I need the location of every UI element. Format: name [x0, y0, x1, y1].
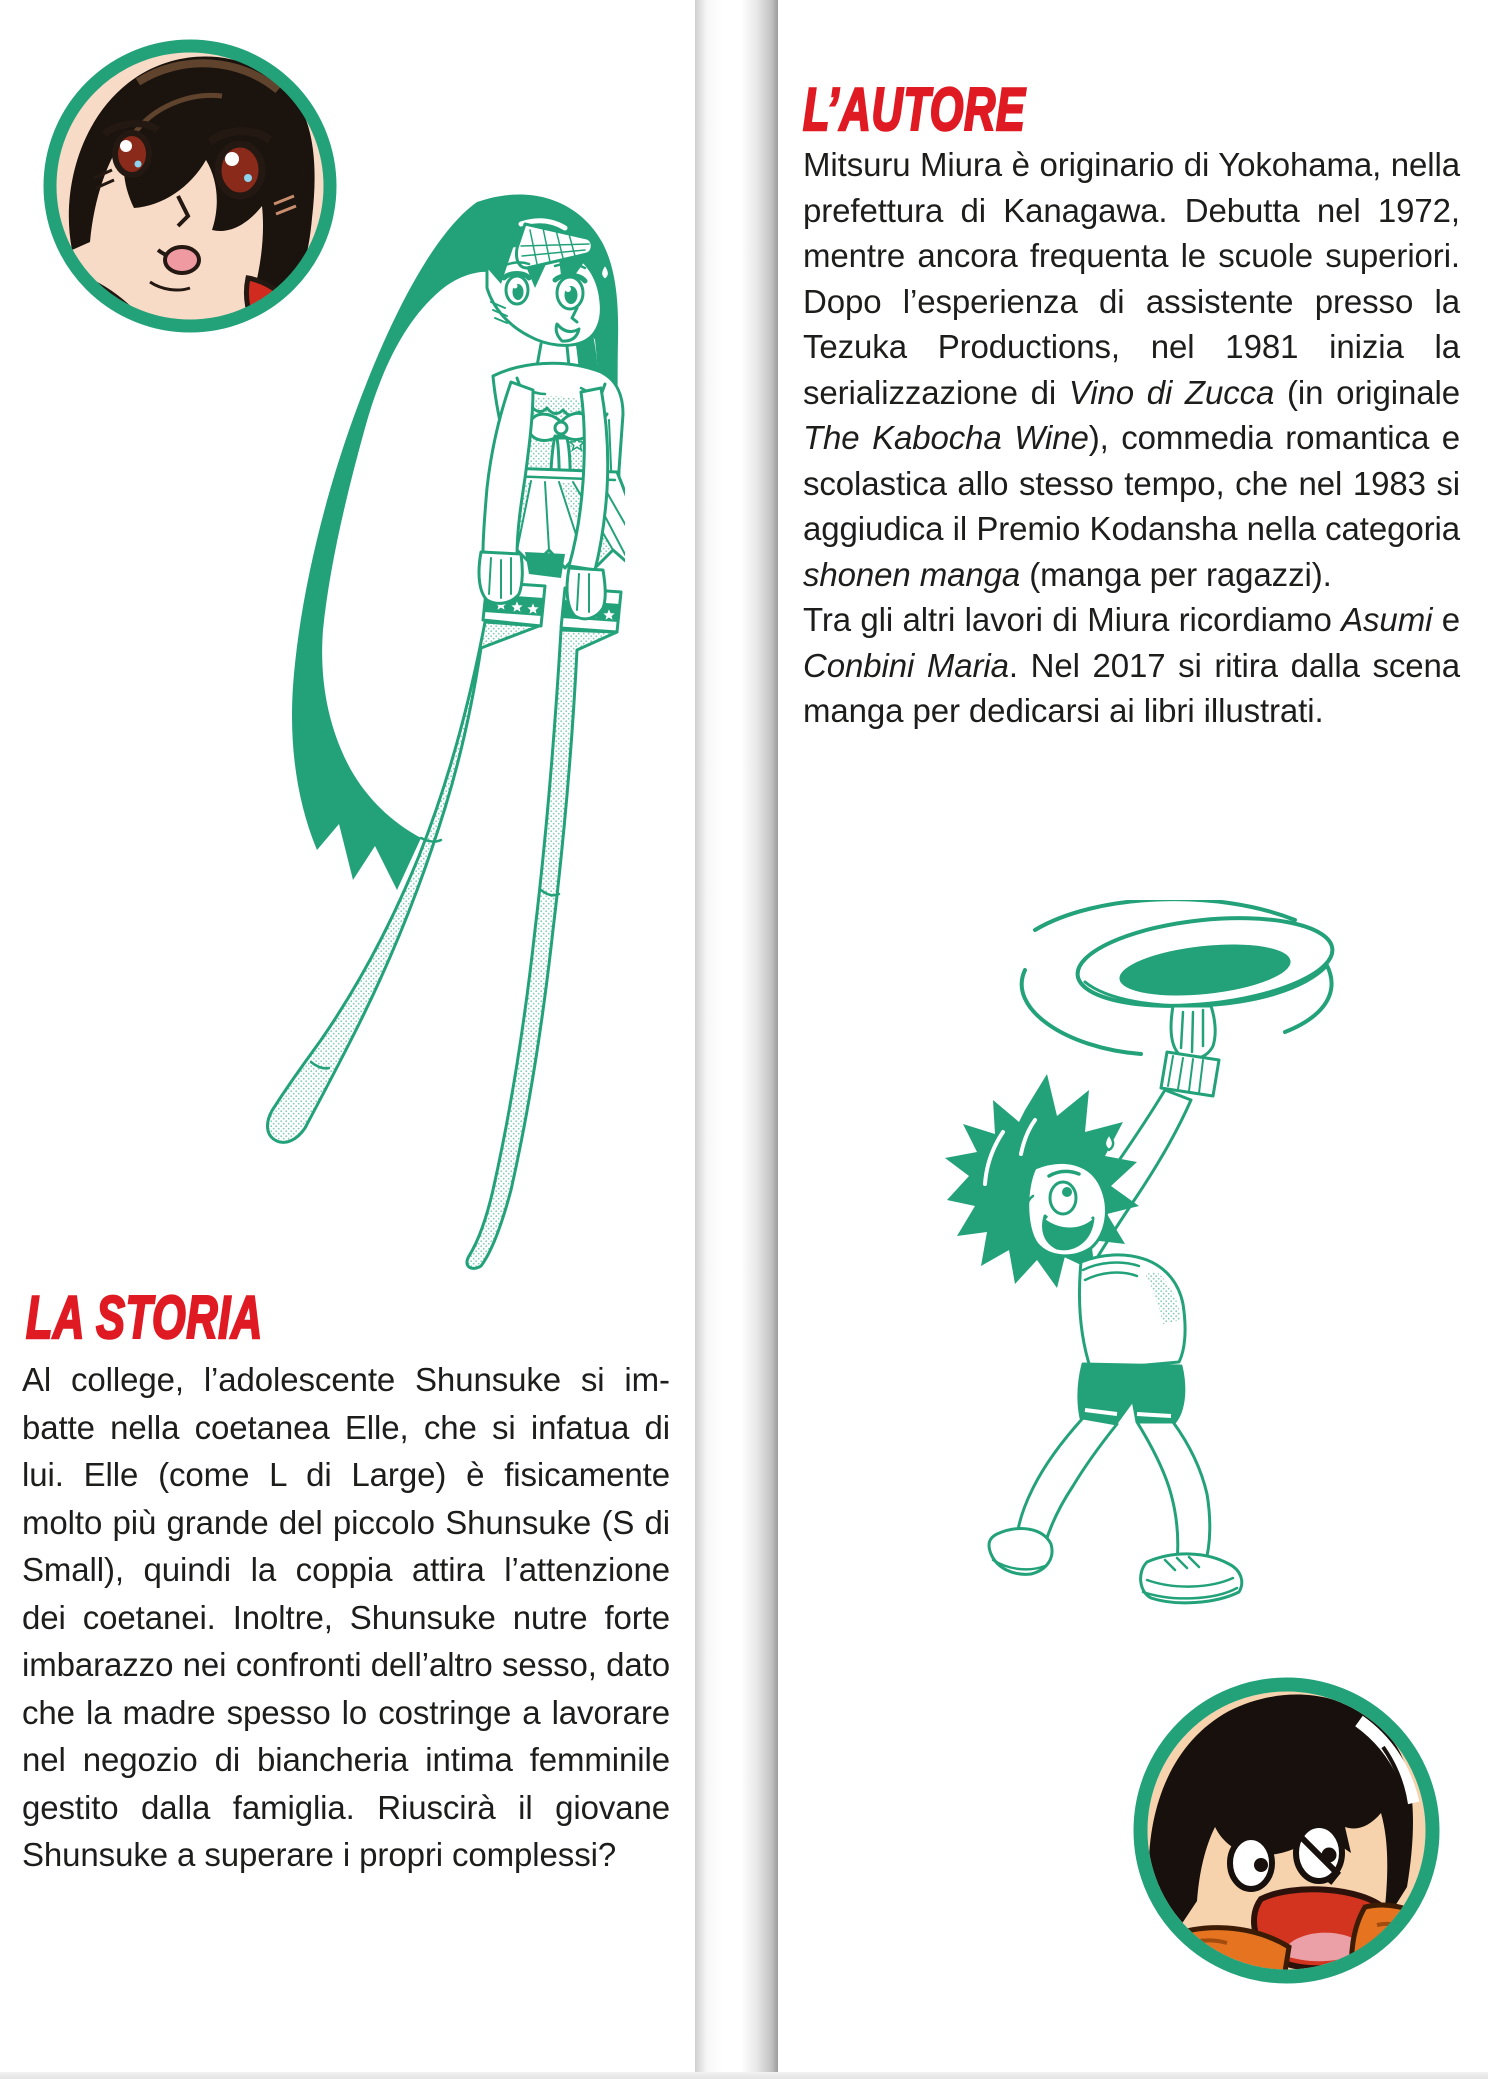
story-paragraph [22, 1356, 670, 1879]
boy-portrait-avatar [1133, 1677, 1440, 1984]
story-heading: LA STORIA [26, 1284, 263, 1351]
boy-legs [989, 1418, 1242, 1603]
sweat-drop [1105, 1134, 1113, 1150]
girl-right-leg [467, 588, 621, 1268]
boy-illustration [885, 900, 1345, 1620]
elle-illustration [225, 190, 625, 1275]
page-bottom-edge [0, 2072, 1488, 2079]
page-fold-shadow [695, 0, 778, 2079]
sweat-drop [601, 264, 609, 280]
boy-shirt [1079, 1255, 1185, 1370]
author-bio [803, 142, 1460, 734]
author-paragraph-2: Tra gli altri lavori di Miura ricordiamo Asumi e Conbini Maria. Nel 2017 si ritira dalla scena manga per dedicarsi ai libri illustrati. [803, 601, 1461, 729]
story-paragraph-text: Al college, l’adolescente Shunsuke si imbatte nella coetanea Elle, che si infatua di lui. Elle (come L di Large) è fisicamente molto più grande del piccolo Shunsuke (S di Small), quindi la coppia attira l’attenzione dei coetanei. Inoltre, Shunsuke nutre forte imbarazzo nei confronti dell’altro sesso, dato che la madre spesso lo costringe a lavorare nel negozio di biancheria intima femminile gestito dalla famiglia. Riuscirà il giovane Shunsuke a superare i propri complessi? [22, 1361, 670, 1873]
author-paragraph-1: Mitsuru Miura è originario di Yokohama, nella prefettura di Kanagawa. Debutta nel 1972, mentre ancora frequenta le scuole superiori. Dopo l’esperienza di assistente presso la Tezuka Productions, nel 1981 inizia la serializzazione di Vino di Zucca (in originale The Kabocha Wine), commedia romantica e scolastica allo stesso tempo, che nel 1983 si aggiudica il Premio Kodansha nella categoria shonen manga (manga per ragazzi). [803, 146, 1460, 593]
author-heading: L’AUTORE [803, 76, 1026, 143]
